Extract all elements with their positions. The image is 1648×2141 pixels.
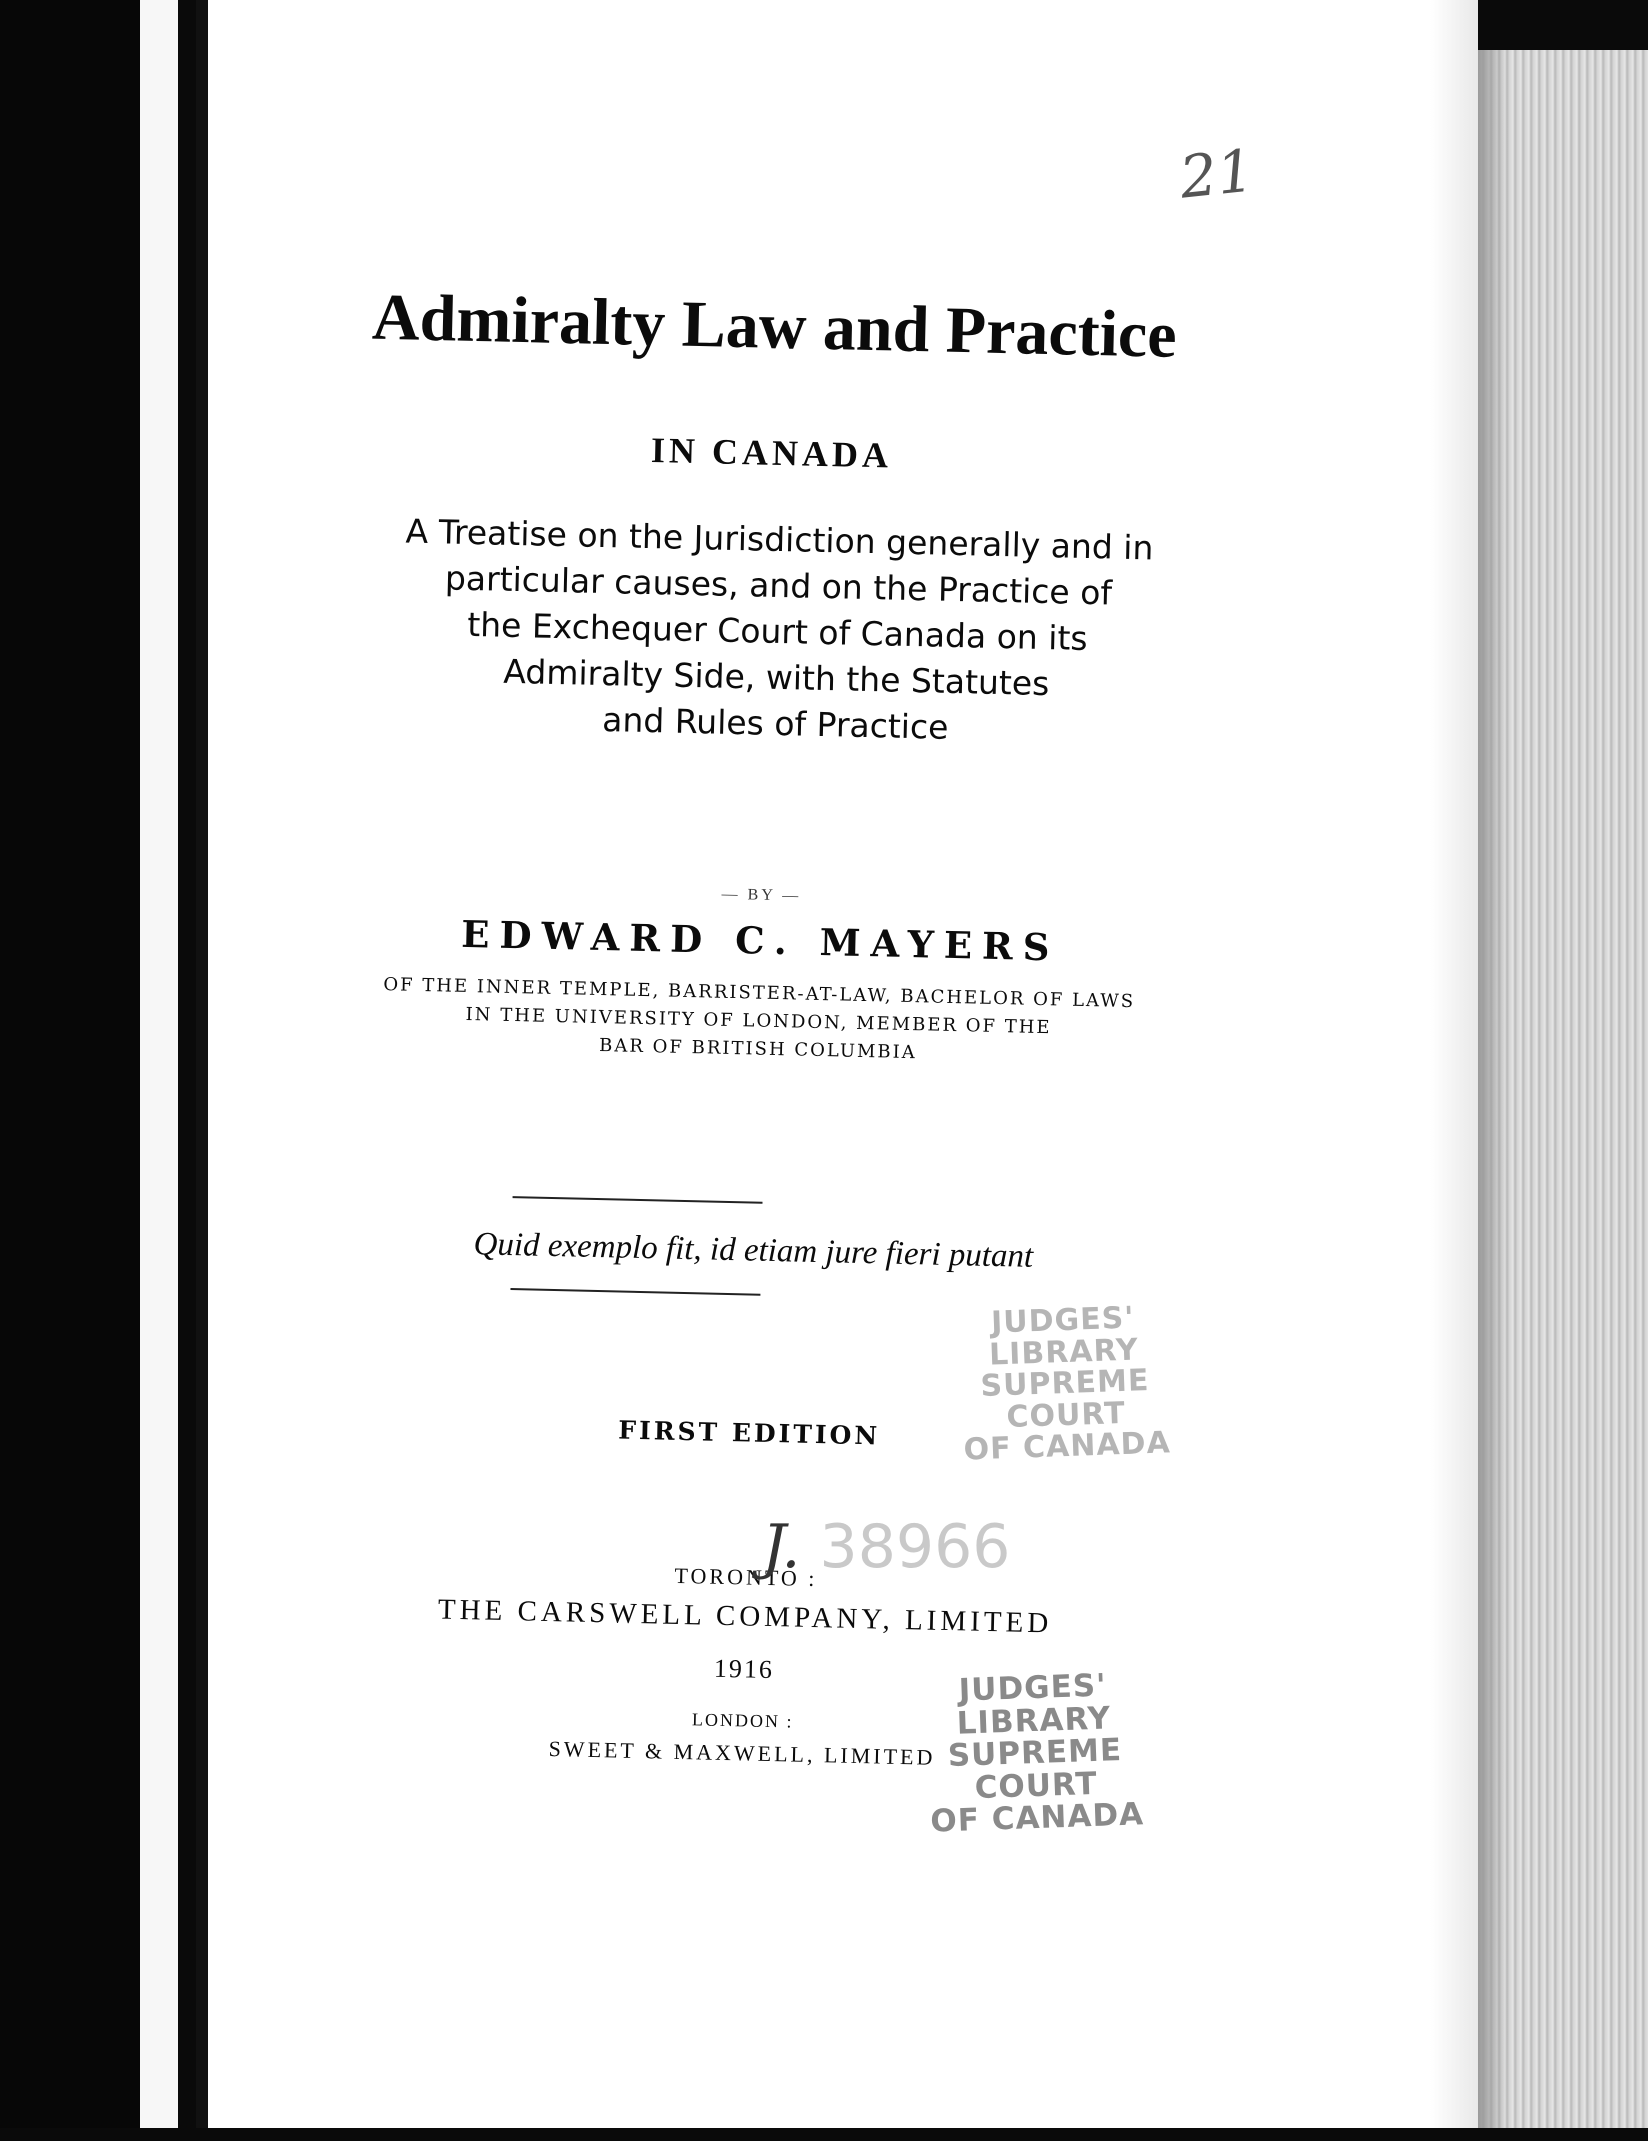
stamp-line: SUPREME COURT [947, 1732, 1123, 1806]
accession-digits: 38966 [819, 1512, 1011, 1582]
book-title: Admiralty Law and Practice [371, 280, 1178, 372]
accession-number [762, 1512, 1010, 1582]
description-line: particular causes, and on the Practice of [444, 558, 1113, 613]
divider-rule [510, 1288, 760, 1296]
stamp-line: JUDGES' LIBRARY [988, 1300, 1140, 1373]
author-credentials: BAR OF BRITISH COLUMBIA [598, 1034, 918, 1064]
library-stamp [902, 1668, 1168, 1840]
left-margin-strip [140, 0, 178, 2128]
imprint-city-london: LONDON : [691, 1709, 794, 1732]
description-line: Admiralty Side, with the Statutes [503, 651, 1050, 704]
author-name: EDWARD C. MAYERS [460, 911, 1061, 970]
by-label: — BY — [721, 885, 802, 905]
stamp-line: SUPREME COURT [979, 1363, 1151, 1435]
library-stamp [932, 1301, 1197, 1467]
left-dark-border [0, 0, 140, 2128]
imprint-city-toronto: TORONTO : [674, 1562, 818, 1592]
publication-year: 1916 [713, 1653, 775, 1685]
description-line: and Rules of Practice [601, 699, 949, 747]
author-credentials: OF THE INNER TEMPLE, BARRISTER-AT-LAW, BACHELOR OF LAWS [383, 974, 1136, 1013]
edition-label: FIRST EDITION [618, 1415, 881, 1451]
description-line: the Exchequer Court of Canada on its [466, 604, 1089, 658]
handwritten-mark: 21 [1176, 136, 1258, 212]
stamp-line: JUDGES' LIBRARY [956, 1667, 1112, 1742]
stamp-line: OF CANADA [929, 1796, 1145, 1840]
stamp-line: OF CANADA [963, 1425, 1172, 1468]
divider-rule [513, 1196, 763, 1204]
publisher-name-london: SWEET & MAXWELL, LIMITED [548, 1736, 936, 1770]
publisher-name: THE CARSWELL COMPANY, LIMITED [437, 1593, 1053, 1640]
accession-prefix: J. [762, 1512, 801, 1582]
description-line: A Treatise on the Jurisdiction generally and in [405, 511, 1154, 568]
title-page-text [184, 0, 1520, 2141]
latin-motto: Quid exemplo fit, id etiam jure fieri putant [473, 1226, 1034, 1275]
book-subtitle: IN CANADA [650, 430, 893, 476]
author-credentials: IN THE UNIVERSITY OF LONDON, MEMBER OF THE [465, 1003, 1052, 1039]
